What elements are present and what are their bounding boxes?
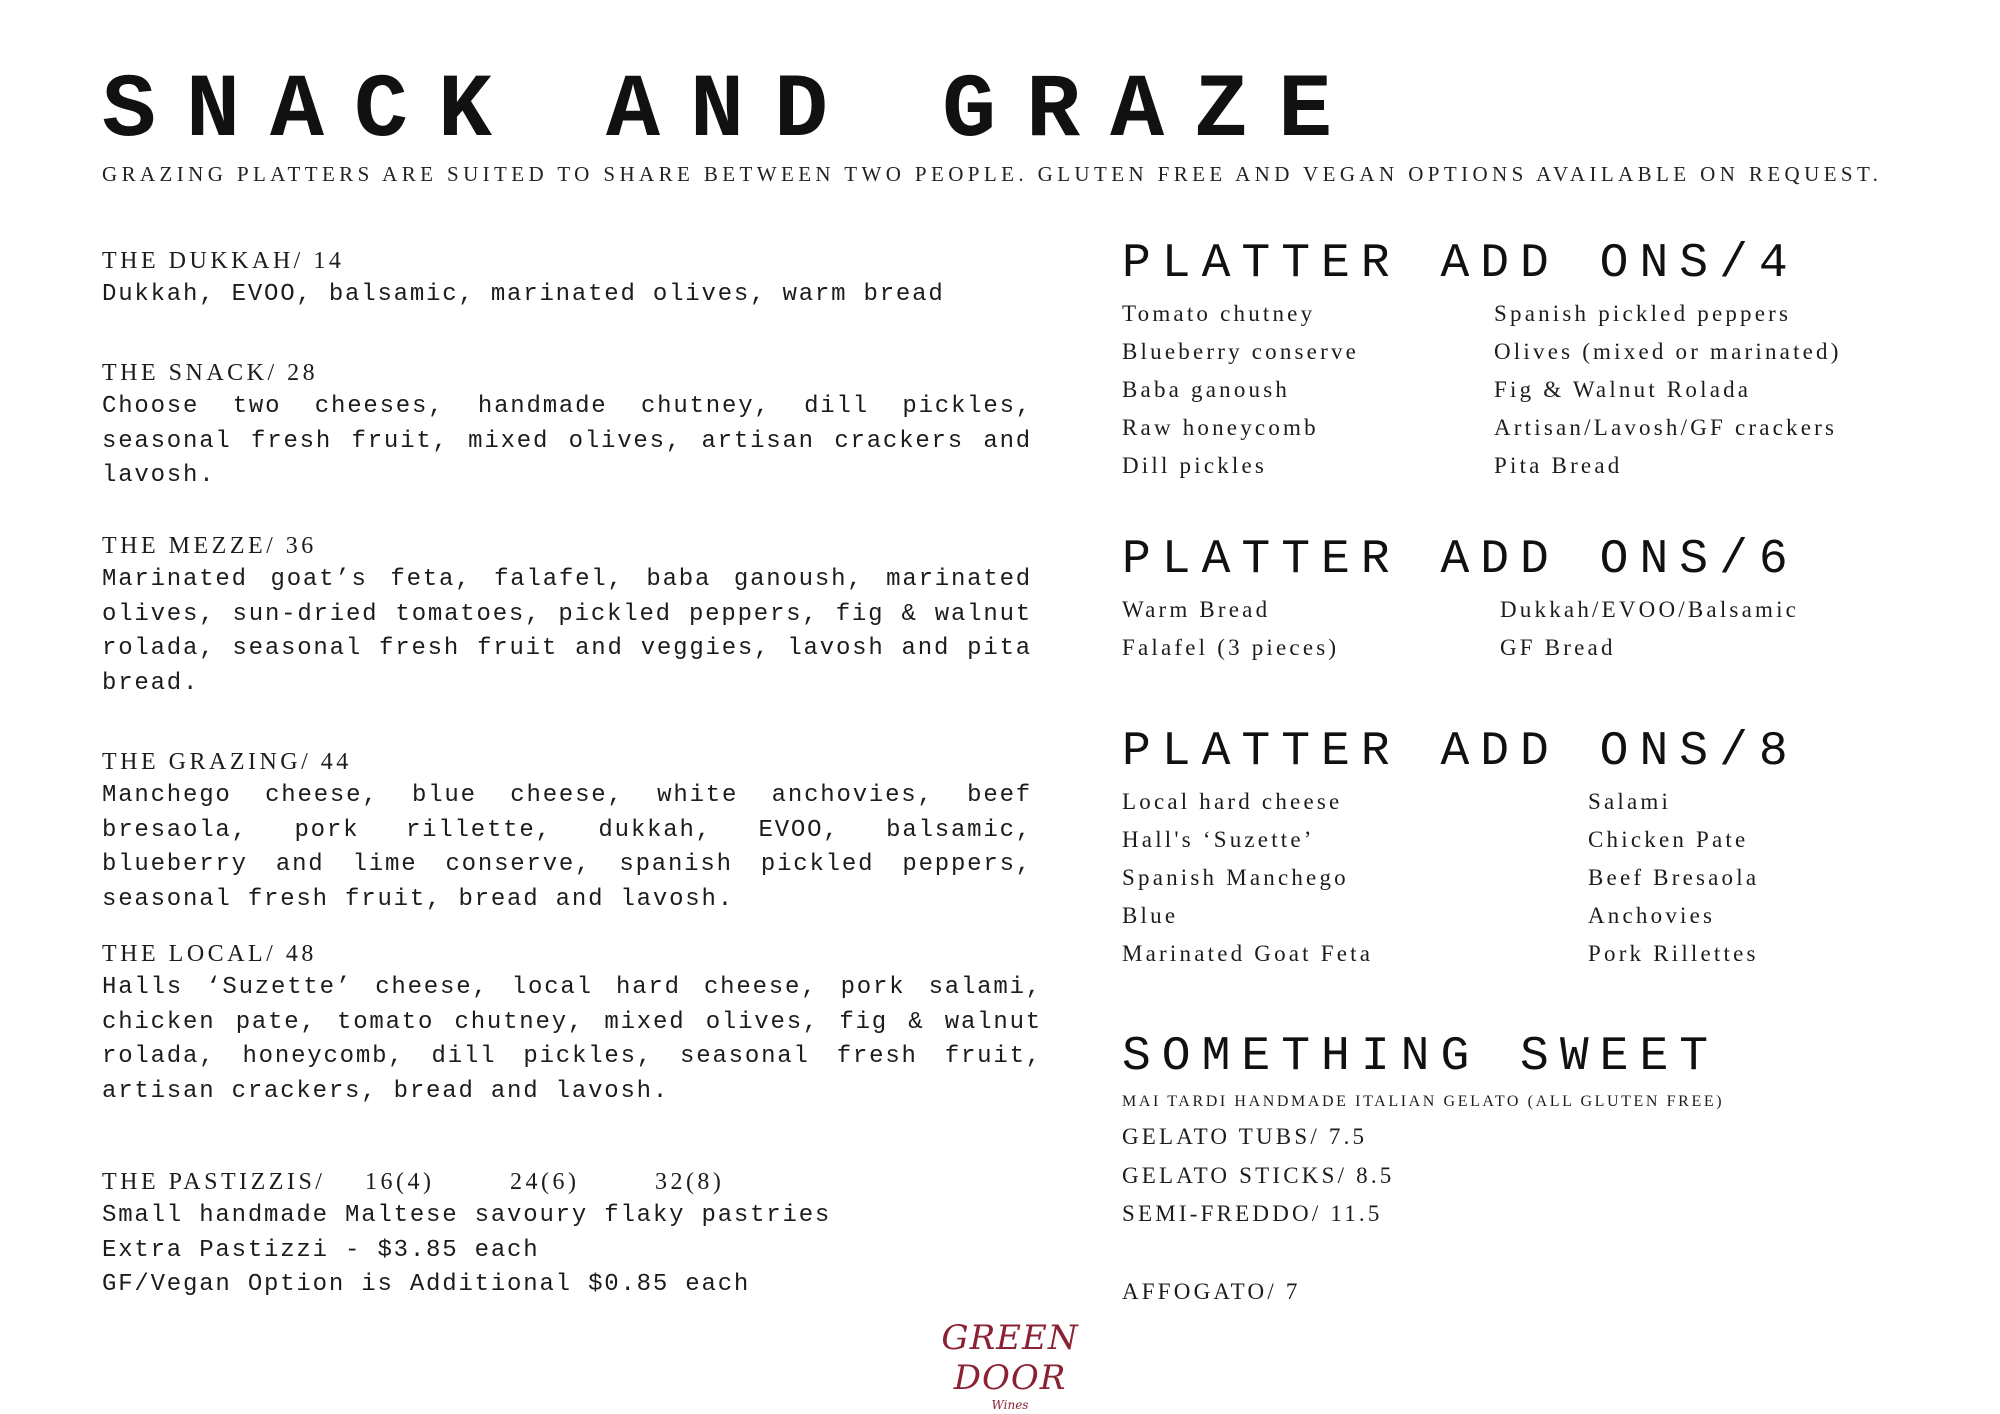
sweet-item: SEMI-FREDDO/ 11.5 <box>1122 1201 1383 1226</box>
addon-item: Falafel (3 pieces) <box>1122 635 1340 660</box>
addon-item: Spanish Manchego <box>1122 865 1349 890</box>
page-subtitle: GRAZING PLATTERS ARE SUITED TO SHARE BETWEEN TWO PEOPLE. GLUTEN FREE AND VEGAN OPTIONS AVAILABLE ON REQUEST. <box>102 162 1883 186</box>
addon-item: Salami <box>1588 789 1672 814</box>
addon-item: Local hard cheese <box>1122 789 1343 814</box>
price-6: 24(6) <box>509 1169 580 1195</box>
addon-item: Tomato chutney <box>1122 301 1316 326</box>
addon-item: Warm Bread <box>1122 597 1271 622</box>
price-4: 16(4) <box>364 1169 435 1195</box>
logo-subtext: Wines <box>991 1398 1029 1412</box>
menu-item-heading: THE GRAZING/ 44 <box>102 749 352 775</box>
pastizzis-line: GF/Vegan Option is Additional $0.85 each <box>102 1271 751 1298</box>
page-title: SNACK AND GRAZE <box>102 61 1363 163</box>
addon-item: Dukkah/EVOO/Balsamic <box>1500 597 1800 622</box>
menu-item-snack <box>102 356 1032 494</box>
addon-item: Beef Bresaola <box>1588 865 1760 890</box>
pastizzis-line: Extra Pastizzi - $3.85 each <box>102 1236 540 1264</box>
menu-item-description: Manchego cheese, blue cheese, white anchovies, beef bresaola, pork rillette, dukkah, EVOO, balsamic, blueberry and lime conserve, spanish pickled peppers, seasonal fresh fruit, bread and lavosh. <box>102 782 1032 913</box>
menu-item-description: Choose two cheeses, handmade chutney, dill pickles, seasonal fresh fruit, mixed olives, artisan crackers and lavosh. <box>102 393 1032 489</box>
addon-item: Blue <box>1122 903 1179 928</box>
menu-item-heading: THE DUKKAH/ 14 <box>102 248 345 274</box>
addon-item: Chicken Pate <box>1588 827 1749 852</box>
logo-wordmark: GREEN DOOR <box>941 1318 1079 1398</box>
addons-4-title: PLATTER ADD ONS/4 <box>1122 237 1799 291</box>
menu-item-heading: THE PASTIZZIS/ <box>102 1169 326 1195</box>
green-door-logo <box>900 1318 1120 1412</box>
sweet-subtitle: MAI TARDI HANDMADE ITALIAN GELATO (ALL GLUTEN FREE) <box>1122 1093 1725 1110</box>
price-8: 32(8) <box>654 1169 725 1195</box>
menu-item-heading: THE MEZZE/ 36 <box>102 533 317 559</box>
addon-item: Fig & Walnut Rolada <box>1494 377 1752 402</box>
addon-item: Raw honeycomb <box>1122 415 1319 440</box>
addon-item: Baba ganoush <box>1122 377 1291 402</box>
pastizzis-heading <box>102 1165 1032 1199</box>
addon-item: Spanish pickled peppers <box>1494 301 1792 326</box>
sweet-item: GELATO TUBS/ 7.5 <box>1122 1124 1368 1149</box>
menu-item-heading: THE LOCAL/ 48 <box>102 941 317 967</box>
addons-8-title: PLATTER ADD ONS/8 <box>1122 725 1799 779</box>
addons-6-title: PLATTER ADD ONS/6 <box>1122 533 1799 587</box>
sweet-title: SOMETHING SWEET <box>1122 1030 1720 1084</box>
addon-item: Pork Rillettes <box>1588 941 1759 966</box>
menu-item-mezze <box>102 529 1032 701</box>
addon-item: Pita Bread <box>1494 453 1623 478</box>
addon-item: GF Bread <box>1500 635 1616 660</box>
sweet-item: GELATO STICKS/ 8.5 <box>1122 1162 1395 1188</box>
addon-item: Artisan/Lavosh/GF crackers <box>1494 415 1838 440</box>
addons-6-list <box>1122 591 1920 667</box>
addon-item: Olives (mixed or marinated) <box>1494 339 1842 364</box>
menu-item-heading: THE SNACK/ 28 <box>102 360 319 386</box>
addon-item: Hall's ‘Suzette’ <box>1122 827 1315 852</box>
menu-item-grazing <box>102 745 1032 917</box>
addon-item: Blueberry conserve <box>1122 339 1360 364</box>
menu-item-pastizzis <box>102 1165 1032 1303</box>
pastizzis-line: Small handmade Maltese savoury flaky pastries <box>102 1202 832 1229</box>
addon-item: Marinated Goat Feta <box>1122 941 1374 966</box>
menu-item-local <box>102 937 1042 1109</box>
addon-item: Dill pickles <box>1122 453 1268 478</box>
sweet-list <box>1122 1118 1395 1311</box>
addons-4-list <box>1122 295 1934 485</box>
menu-item-description: Marinated goat’s feta, falafel, baba ganoush, marinated olives, sun-dried tomatoes, pickled peppers, fig & walnut rolada, seasonal fresh fruit and veggies, lavosh and pita bread. <box>102 566 1032 697</box>
affogato-item: AFFOGATO/ 7 <box>1122 1278 1301 1304</box>
addon-item: Anchovies <box>1588 903 1716 928</box>
menu-item-description: Dukkah, EVOO, balsamic, marinated olives, warm bread <box>102 281 945 308</box>
menu-item-description: Halls ‘Suzette’ cheese, local hard cheese, pork salami, chicken pate, tomato chutney, mixed olives, fig & walnut rolada, honeycomb, dill pickles, seasonal fresh fruit, artisan crackers, bread and lavosh. <box>102 974 1042 1105</box>
menu-item-dukkah <box>102 244 1032 313</box>
addons-8-list <box>1122 783 1928 973</box>
